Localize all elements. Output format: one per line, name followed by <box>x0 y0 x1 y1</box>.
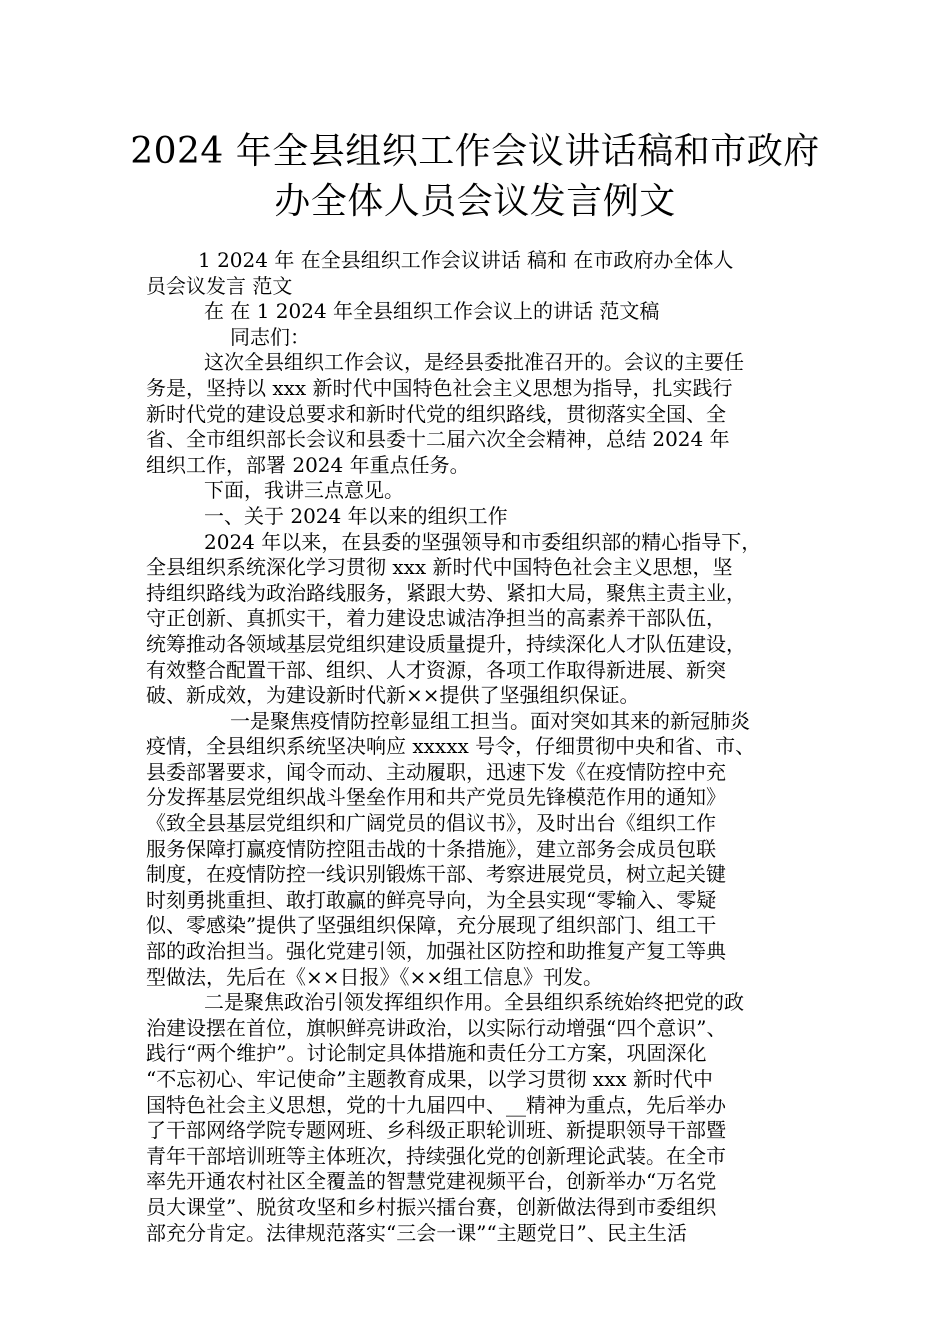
text-line: 服务保障打赢疫情防控阻击战的十条措施》，建立部务会成员包联 <box>146 836 716 861</box>
text-line: 省、全市组织部长会议和县委十二届六次全会精神，总结 2024 年 <box>146 427 730 452</box>
text-line: 务是，坚持以 xxx 新时代中国特色社会主义思想为指导，扎实践行 <box>146 375 733 400</box>
text-line: 一是聚焦疫情防控彰显组工担当。面对突如其来的新冠肺炎 <box>230 708 750 733</box>
text-line: 分发挥基层党组织战斗堡垒作用和共产党员先锋模范作用的通知》 <box>146 785 726 810</box>
text-line: 时刻勇挑重担、敢打敢赢的鲜亮导向，为全县实现“零输入、零疑 <box>146 887 717 912</box>
text-line: 部充分肯定。法律规范落实“三会一课”“主题党日”、民主生活 <box>146 1220 687 1245</box>
text-line: 组织工作，部署 2024 年重点任务。 <box>146 452 470 477</box>
text-line: 践行“两个维护”。讨论制定具体措施和责任分工方案，巩固深化 <box>146 1041 707 1066</box>
text-line: 型做法，先后在《××日报》《××组工信息》刊发。 <box>146 964 604 989</box>
text-line: “不忘初心、牢记使命”主题教育成果，以学习贯彻 xxx 新时代中 <box>146 1067 714 1091</box>
text-line: 《致全县基层党组织和广阔党员的倡议书》，及时出台《组织工作 <box>146 811 716 836</box>
text-line: 国特色社会主义思想，党的十九届四中、__精神为重点，先后举办 <box>146 1092 726 1117</box>
text-line: 了干部网络学院专题网班、乡科级正职轮训班、新提职领导干部暨 <box>146 1118 726 1143</box>
text-line: 1 2024 年 在全县组织工作会议讲话 稿和 在市政府办全体人 <box>198 248 734 272</box>
text-line: 治建设摆在首位，旗帜鲜亮讲政治，以实际行动增强“四个意识”、 <box>146 1015 727 1040</box>
text-line: 制度，在疫情防控一线识别锻炼干部、考察进展党员，树立起关键 <box>146 862 726 887</box>
text-line: 守正创新、真抓实干，着力建设忠诚洁净担当的高素养干部队伍， <box>146 606 726 631</box>
text-line: 有效整合配置干部、组织、人才资源，各项工作取得新进展、新突 <box>146 657 726 682</box>
text-line: 部的政治担当。强化党建引领，加强社区防控和助推复产复工等典 <box>146 939 726 964</box>
text-line: 新时代党的建设总要求和新时代党的组织路线，贯彻落实全国、全 <box>146 401 726 426</box>
text-line: 在 在 1 2024 年全县组织工作会议上的讲话 范文稿 <box>204 299 660 324</box>
text-line: 2024 年以来，在县委的坚强领导和市委组织部的精心指导下， <box>204 529 762 554</box>
document-body <box>146 248 810 1246</box>
text-line: 全县组织系统深化学习贯彻 xxx 新时代中国特色社会主义思想，坚 <box>146 555 733 580</box>
text-line: 二是聚焦政治引领发挥组织作用。全县组织系统始终把党的政 <box>204 990 744 1015</box>
section-heading: 一、关于 2024 年以来的组织工作 <box>204 503 508 528</box>
text-line: 似、零感染”提供了坚强组织保障，充分展现了组织部门、组工干 <box>146 913 717 938</box>
text-line: 县委部署要求，闻令而动、主动履职，迅速下发《在疫情防控中充 <box>146 759 726 784</box>
document-title-line-2: 办全体人员会议发言例文 <box>274 181 676 222</box>
text-line: 下面，我讲三点意见。 <box>204 478 404 503</box>
text-line: 员会议发言 范文 <box>146 273 293 298</box>
text-line: 率先开通农村社区全覆盖的智慧党建视频平台，创新举办“万名党 <box>146 1169 717 1194</box>
text-line: 持组织路线为政治路线服务，紧跟大势、紧扣大局，聚焦主责主业， <box>146 580 746 605</box>
text-line: 同志们： <box>230 324 310 349</box>
text-line: 这次全县组织工作会议，是经县委批准召开的。会议的主要任 <box>204 350 744 375</box>
text-line: 统筹推动各领域基层党组织建设质量提升，持续深化人才队伍建设， <box>146 631 746 656</box>
text-line: 员大课堂”、脱贫攻坚和乡村振兴擂台赛，创新做法得到市委组织 <box>146 1194 717 1219</box>
document-title-line-1: 2024 年全县组织工作会议讲话稿和市政府 <box>130 131 820 172</box>
text-line: 青年干部培训班等主体班次，持续强化党的创新理论武装。在全市 <box>146 1143 726 1168</box>
text-line: 疫情，全县组织系统坚决响应 xxxxx 号令，仔细贯彻中央和省、市、 <box>146 734 756 759</box>
text-line: 破、新成效，为建设新时代新××提供了坚强组织保证。 <box>146 683 640 708</box>
